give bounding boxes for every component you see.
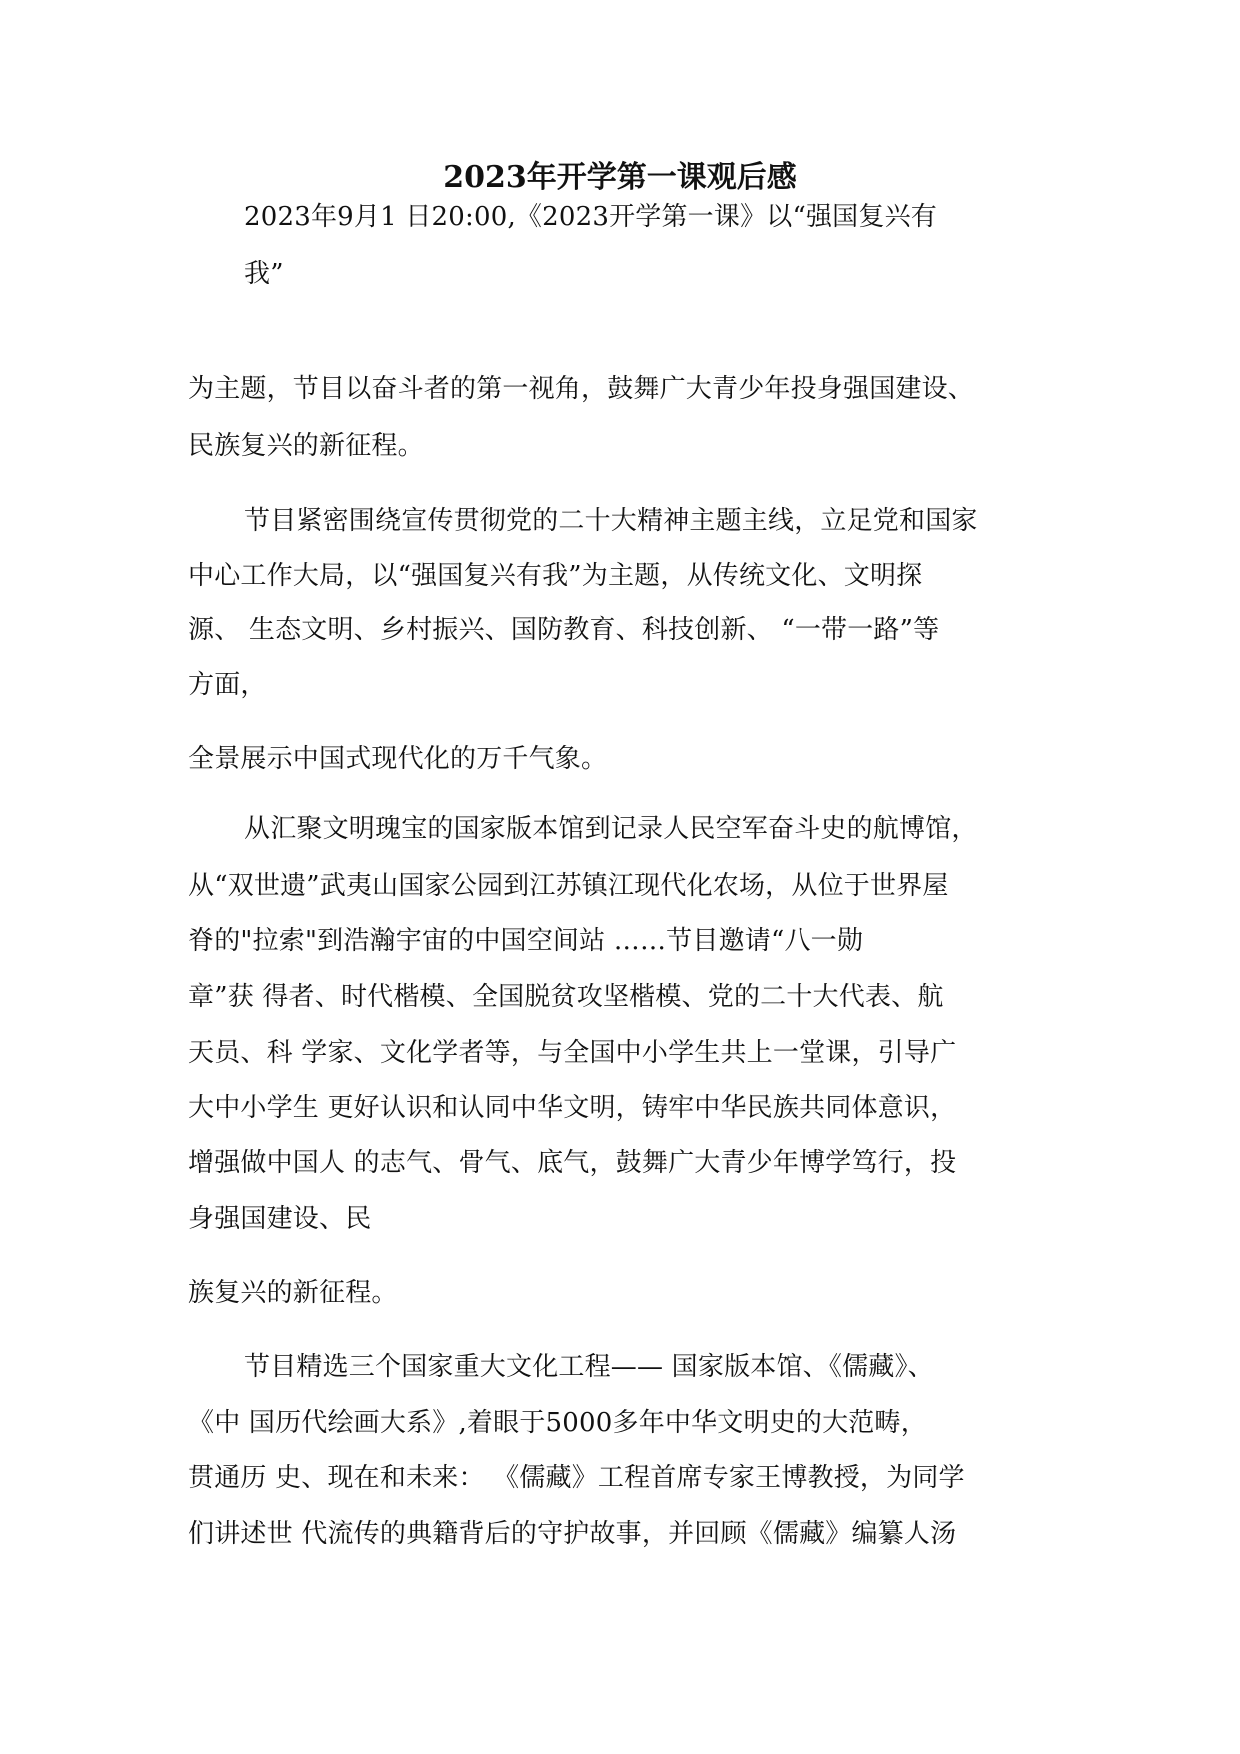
body-line-5: 节目紧密围绕宣传贯彻党的二十大精神主题主线，立足党和国家 xyxy=(244,506,978,536)
body-line-16: 增强做中国人 的志气、骨气、底气，鼓舞广大青少年博学笃行，投 xyxy=(188,1148,957,1178)
body-line-3: 为主题，节目以奋斗者的第一视角，鼓舞广大青少年投身强国建设、 xyxy=(188,374,975,404)
body-line-10: 从汇聚文明瑰宝的国家版本馆到记录人民空军奋斗史的航博馆， xyxy=(244,814,978,844)
body-line-19: 节目精选三个国家重大文化工程—— 国家版本馆、《儒藏》、 xyxy=(244,1352,934,1382)
body-line-4: 民族复兴的新征程。 xyxy=(188,431,424,461)
body-line-1: 2023年9月1 日20:00,《2023开学第一课》以“强国复兴有 xyxy=(244,202,937,232)
body-line-11: 从“双世遗”武夷山国家公园到江苏镇江现代化农场，从位于世界屋 xyxy=(188,871,949,901)
body-line-7: 源、 生态文明、乡村振兴、国防教育、科技创新、 “一带一路”等 xyxy=(188,615,940,645)
body-line-12: 脊的"拉索"到浩瀚宇宙的中国空间站 ……节目邀请“八一勋 xyxy=(188,926,864,956)
body-line-14: 天员、科 学家、文化学者等，与全国中小学生共上一堂课，引导广 xyxy=(188,1038,957,1068)
body-line-21: 贯通历 史、现在和未来： 《儒藏》工程首席专家王博教授，为同学 xyxy=(188,1463,965,1493)
body-line-15: 大中小学生 更好认识和认同中华文明，铸牢中华民族共同体意识， xyxy=(188,1093,957,1123)
body-line-2: 我” xyxy=(244,259,284,289)
body-line-9: 全景展示中国式现代化的万千气象。 xyxy=(188,744,608,774)
body-line-20: 《中 国历代绘画大系》,着眼于5000多年中华文明史的大范畴， xyxy=(188,1408,927,1438)
body-line-8: 方面， xyxy=(188,670,267,700)
body-line-22: 们讲述世 代流传的典籍背后的守护故事，并回顾《儒藏》编纂人汤 xyxy=(188,1519,957,1549)
body-line-17: 身强国建设、民 xyxy=(188,1204,372,1234)
document-title: 2023年开学第一课观后感 xyxy=(443,160,797,195)
body-line-18: 族复兴的新征程。 xyxy=(188,1278,398,1308)
body-line-6: 中心工作大局，以“强国复兴有我”为主题，从传统文化、文明探 xyxy=(188,561,923,591)
body-line-13: 章”获 得者、时代楷模、全国脱贫攻坚楷模、党的二十大代表、航 xyxy=(188,982,944,1012)
